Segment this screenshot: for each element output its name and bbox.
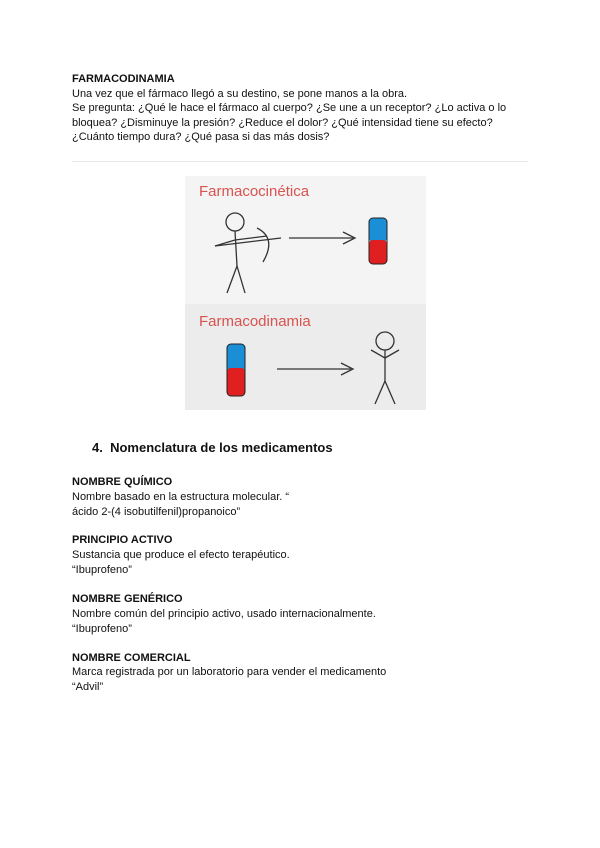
section-4-heading [92, 440, 333, 455]
paragraph-line: Se pregunta: ¿Qué le hace el fármaco al cuerpo? ¿Se une a un receptor? ¿Lo activa o lo [72, 102, 507, 114]
item-text: “Advil” [72, 681, 104, 693]
item-heading: PRINCIPIO ACTIVO [72, 534, 173, 546]
section-number: 4. [92, 440, 103, 455]
item-text: Nombre basado en la estructura molecular. “ [72, 491, 290, 503]
pill-icon [227, 344, 245, 396]
item-text: “Ibuprofeno” [72, 623, 132, 635]
paragraph-line: bloquea? ¿Disminuye la presión? ¿Reduce el dolor? ¿Qué intensidad tiene su efecto? [72, 117, 493, 129]
section-title: Nomenclatura de los medicamentos [110, 440, 333, 455]
pharmacology-illustration [185, 176, 426, 410]
item-text: Sustancia que produce el efecto terapéutico. [72, 549, 290, 561]
item-text: ácido 2-(4 isobutilfenil)propanoico” [72, 506, 241, 518]
item-heading: NOMBRE GENÉRICO [72, 593, 183, 605]
item-heading: NOMBRE QUÍMICO [72, 476, 173, 488]
item-text: “Ibuprofeno” [72, 564, 132, 576]
divider [72, 161, 528, 162]
label-farmacocinetica: Farmacocinética [199, 183, 310, 200]
item-heading: NOMBRE COMERCIAL [72, 652, 191, 664]
section-heading-farmacodinamia: FARMACODINAMIA [72, 73, 175, 85]
paragraph-line: ¿Cuánto tiempo dura? ¿Qué pasa si das más dosis? [72, 131, 330, 143]
item-text: Nombre común del principio activo, usado internacionalmente. [72, 608, 376, 620]
label-farmacodinamia: Farmacodinamia [199, 313, 311, 330]
paragraph-line: Una vez que el fármaco llegó a su destino, se pone manos a la obra. [72, 88, 408, 100]
pill-icon [369, 218, 387, 264]
item-text: Marca registrada por un laboratorio para vender el medicamento [72, 666, 387, 678]
